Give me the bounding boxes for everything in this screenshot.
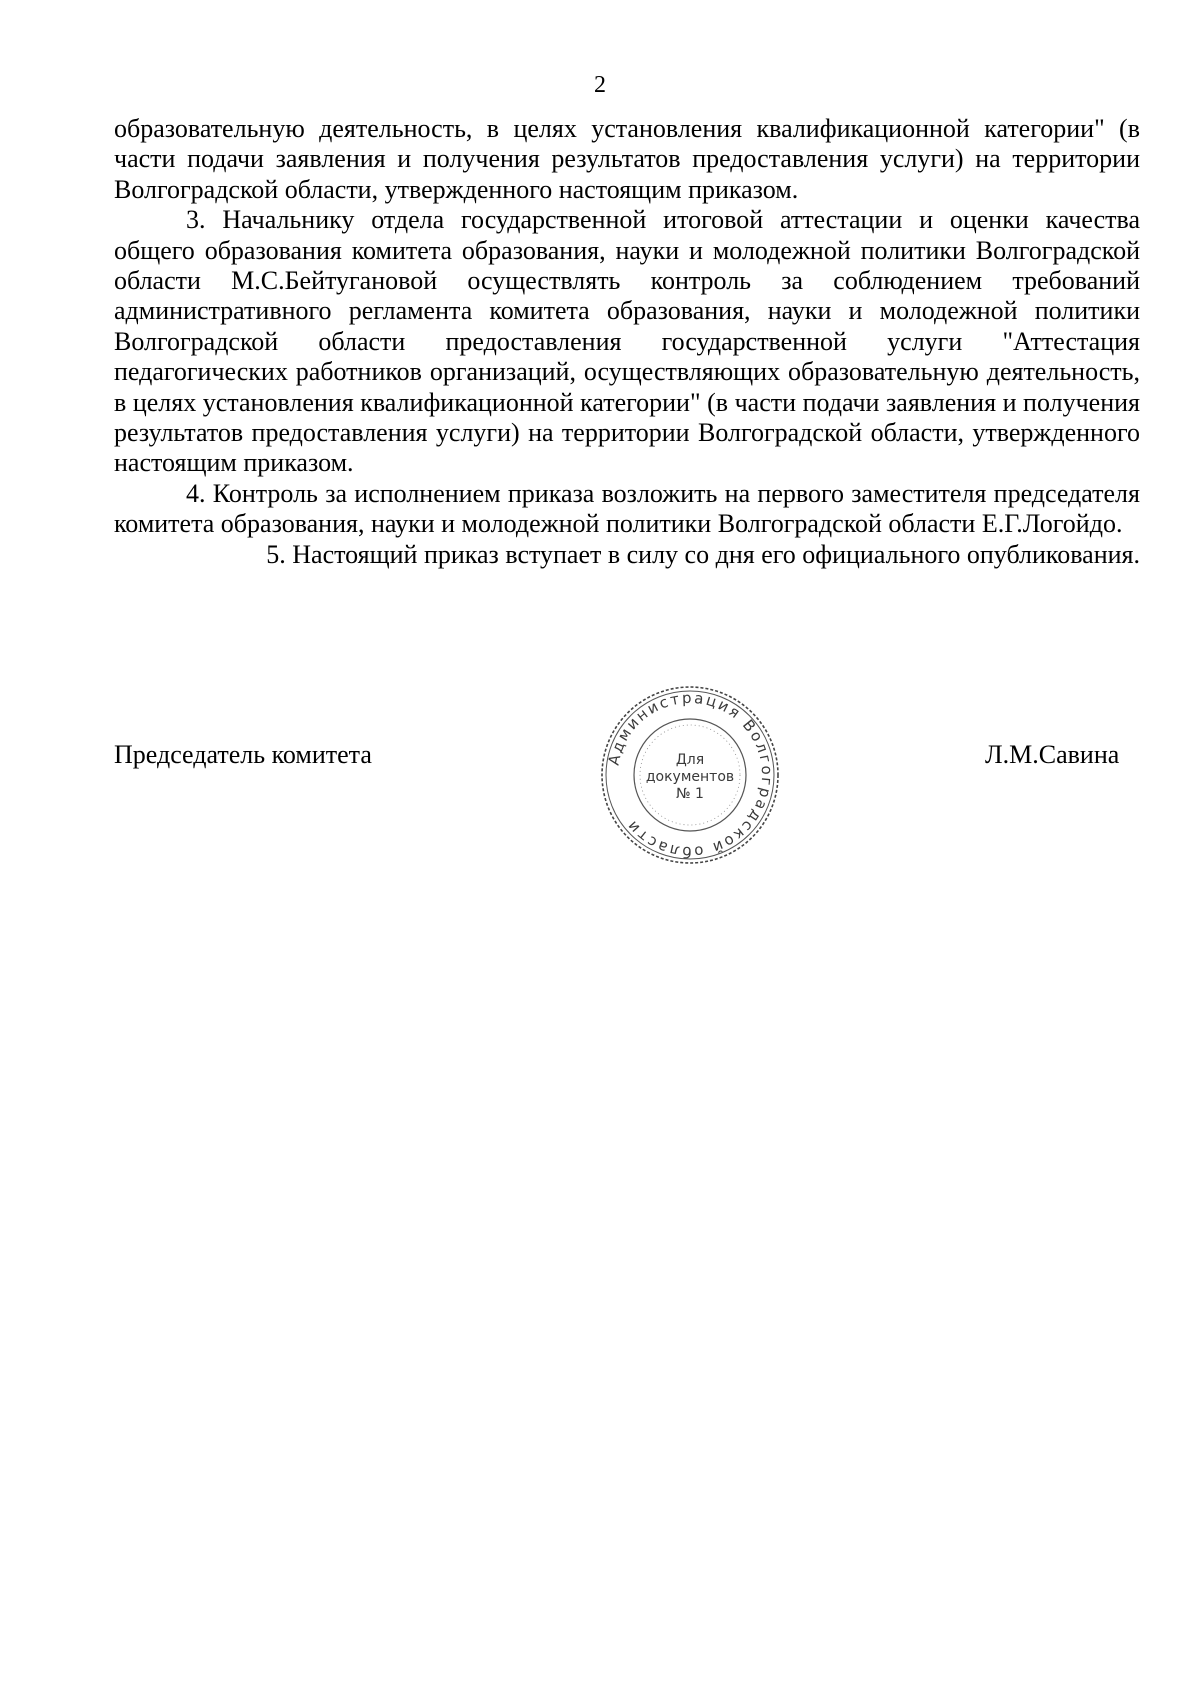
seal-center-line3: № 1 xyxy=(676,786,704,802)
document-body xyxy=(114,114,1140,570)
seal-center-line1: Для xyxy=(675,752,705,768)
official-seal xyxy=(598,684,782,866)
paragraph-item-3: 3. Начальнику отдела государственной итоговой аттестации и оценки качества общего образования комитета образования, науки и молодежной политики Волгоградской области М.С.Бейтугановой осуществлять контроль за соблюдением требований административного регламента комитета образования, науки и молодежной политики Волгоградской области предоставления государственной услуги "Аттестация педагогических работников организаций, осуществляющих образовательную деятельность, в целях установления квалификационной категории" (в части подачи заявления и получения результатов предоставления услуги) на территории Волгоградской области, утвержденного настоящим приказом. xyxy=(114,205,1140,478)
paragraph-continuation: образовательную деятельность, в целях установления квалификационной категории" (в части подачи заявления и получения результатов предоставления услуги) на территории Волгоградской области, утвержденного настоящим приказом. xyxy=(114,114,1140,204)
paragraph-item-4: 4. Контроль за исполнением приказа возложить на первого заместителя председателя комитета образования, науки и молодежной политики Волгоградской области Е.Г.Логойдо. xyxy=(114,478,1140,539)
seal-ring-text-path: Администрация Волгоградской области xyxy=(604,688,777,862)
signatory-position: Председатель комитета xyxy=(114,740,372,769)
paragraph-item-5: 5. Настоящий приказ вступает в силу со дня его официального опубликования. xyxy=(266,539,1140,569)
signatory-name: Л.М.Савина xyxy=(985,740,1120,769)
page-number: 2 xyxy=(594,72,606,98)
seal-center-line2: документов xyxy=(645,769,735,785)
